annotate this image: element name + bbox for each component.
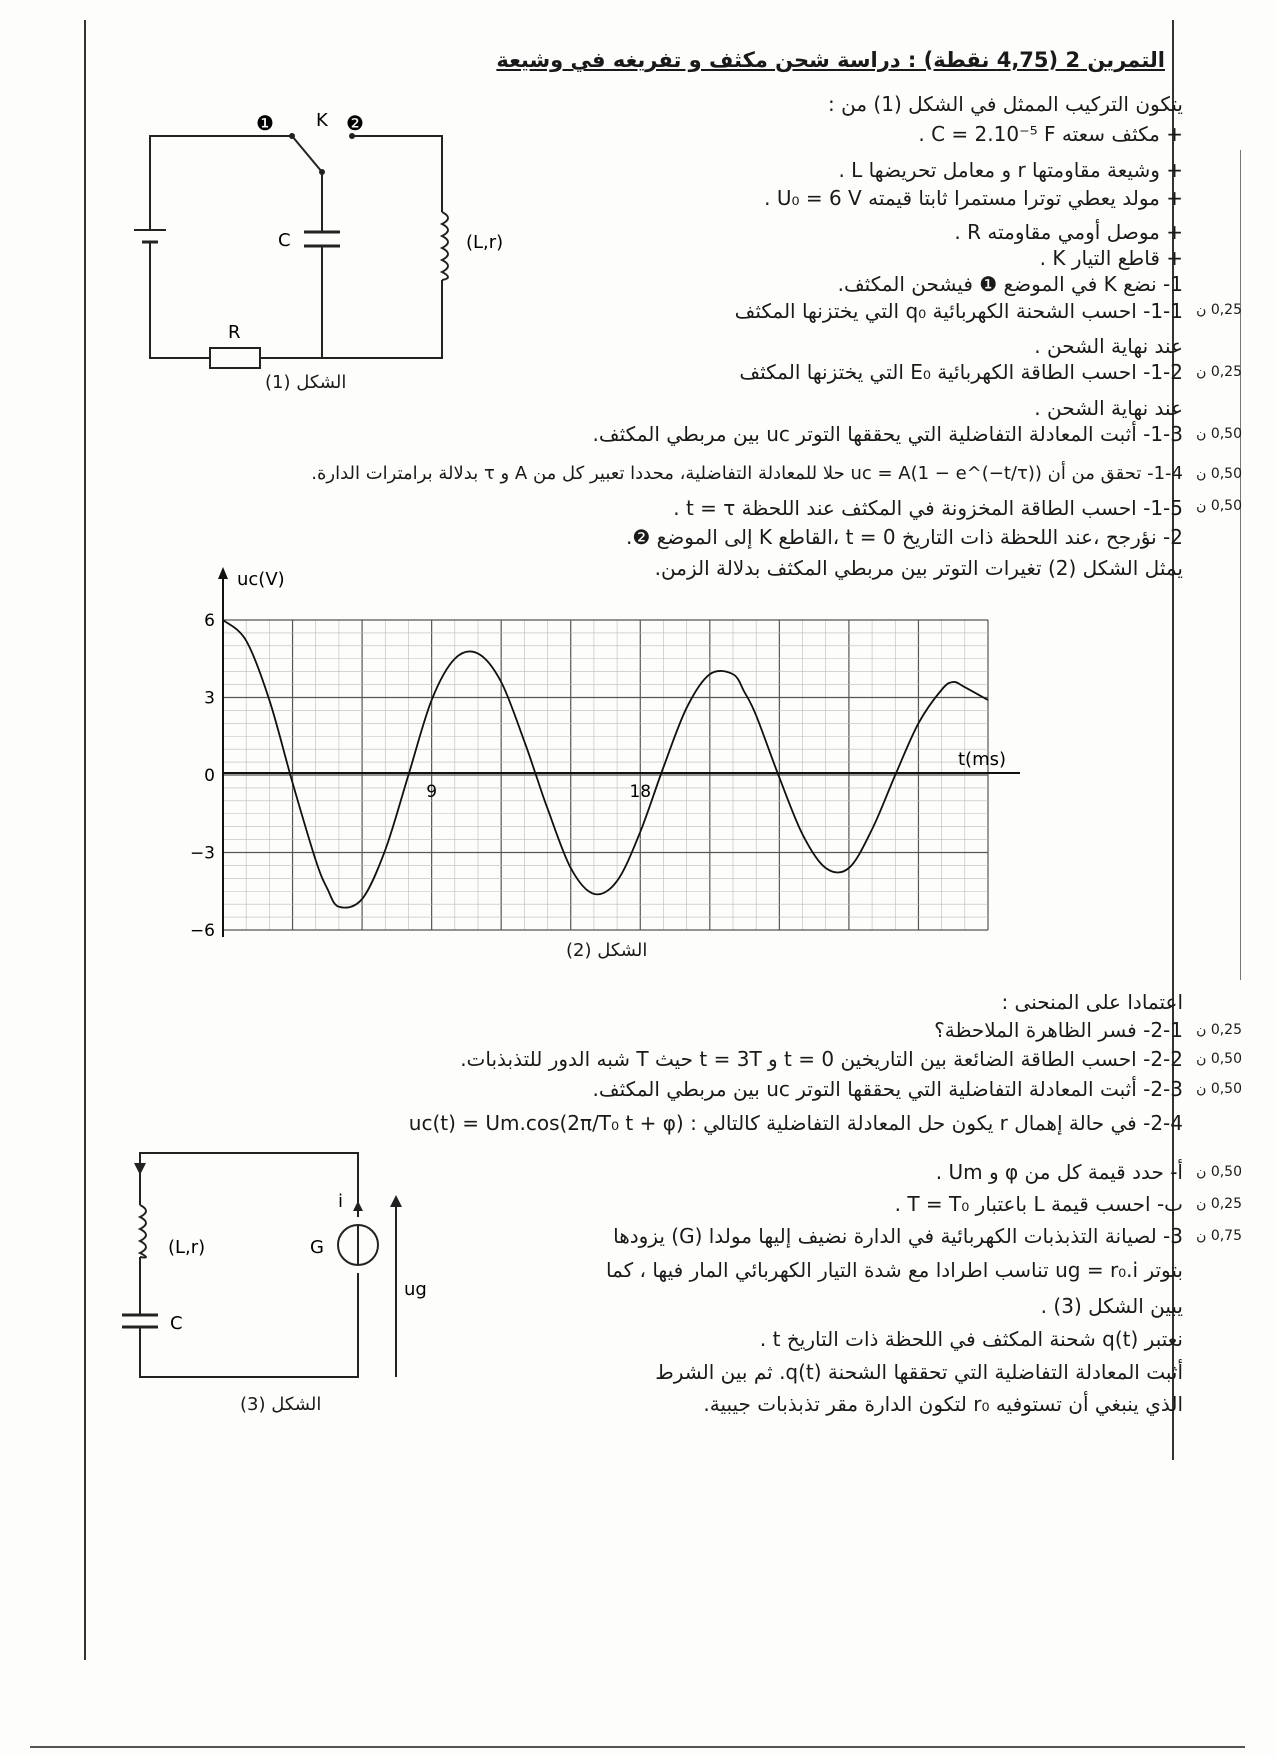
x-tick-label: 18 [629,782,652,802]
question-3-cont2: يبين الشكل (3) . [1040,1294,1183,1318]
figure1-circuit [120,100,540,400]
chart-ylabel: uc(V) [237,569,285,590]
figure3-gen-label: G [310,1237,324,1258]
figure2-chart [175,565,1045,950]
question-2-4: 2-4- في حالة إهمال r يكون حل المعادلة التفاضلية كالتالي : uc(t) = Um.cos(2π/T₀ t + φ) [408,1111,1183,1135]
question-1-4: 1-4- تحقق من أن uc = A(1 − e^(−t/τ)) حلا للمعادلة التفاضلية، محددا تعبير كل من A و τ بدلالة برامترات الدارة. [311,463,1183,484]
points-2-4-a: 0,50 ن [1196,1164,1242,1180]
question-2: 2- نؤرجح ،عند اللحظة ذات التاريخ t = 0 ،القاطع K إلى الموضع ❷. [626,525,1183,549]
figure1-res-label: R [228,322,241,343]
capacitor-item: + مكثف سعته C = 2.10⁻⁵ F . [918,122,1183,146]
figure1-caption: الشكل (1) [265,372,347,393]
question-1-5: 1-5- احسب الطاقة المخزونة في المكثف عند اللحظة t = τ . [673,496,1183,520]
question-2-3: 2-3- أثبت المعادلة التفاضلية التي يحققها التوتر uc بين مربطي المكثف. [592,1077,1183,1101]
question-2-4-a: أ- حدد قيمة كل من φ و Um . [935,1160,1183,1184]
question-1: 1- نضع K في الموضع ❶ فيشحن المكثف. [837,272,1183,296]
uc-curve [223,620,988,908]
figure1-pos2: ❷ [346,111,364,135]
exercise-title: التمرين 2 (4,75 نقطة) : دراسة شحن مكثف و تفريغه في وشيعة [496,48,1165,72]
points-column-line [1240,150,1241,980]
question-1-1: 1-1- احسب الشحنة الكهربائية q₀ التي يختزنها المكثف [734,299,1183,323]
y-tick-label: −6 [189,921,215,941]
figure1-cap-label: C [278,230,291,251]
figure3-circuit [110,1145,470,1395]
question-1-3: 1-3- أثبت المعادلة التفاضلية التي يحققها التوتر uc بين مربطي المكثف. [592,422,1183,446]
question-2-4-b: ب- احسب قيمة L باعتبار T = T₀ . [894,1192,1183,1216]
points-1-1: 0,25 ن [1196,302,1242,318]
figure2-intro: يمثل الشكل (2) تغيرات التوتر بين مربطي المكثف بدلالة الزمن. [654,556,1183,580]
points-1-4: 0,50 ن [1196,466,1242,482]
y-tick-label: −3 [189,843,215,864]
figure3-caption: الشكل (3) [240,1394,322,1415]
points-2-4-b: 0,25 ن [1196,1196,1242,1212]
coil-item: + وشيعة مقاومتها r و معامل تحريضها L . [838,158,1183,182]
points-1-3: 0,50 ن [1196,426,1242,442]
question-2-1: 2-1- فسر الظاهرة الملاحظة؟ [934,1018,1183,1042]
figure1-coil-label: (L,r) [466,232,504,253]
y-tick-label: 6 [204,611,215,631]
figure3-current-label: i [338,1191,344,1212]
figure3-coil-label: (L,r) [168,1237,206,1258]
question-3-cont5: الذي ينبغي أن تستوفيه r₀ لتكون الدارة مقر تذبذبات جيبية. [703,1392,1183,1416]
points-1-2: 0,25 ن [1196,364,1242,380]
intro-line: يتكون التركيب الممثل في الشكل (1) من : [828,92,1183,116]
y-tick-label: 3 [204,688,215,709]
y-tick-label: 0 [204,766,215,786]
x-tick-label: 9 [426,782,438,802]
figure1-switch-label: K [316,110,328,131]
question-2-2: 2-2- احسب الطاقة الضائعة بين التاريخين t = 0 و t = 3T حيث T شبه الدور للتذبذبات. [460,1047,1183,1071]
chart-xlabel: t(ms) [958,749,1007,770]
points-2-3: 0,50 ن [1196,1081,1242,1097]
points-2-2: 0,50 ن [1196,1051,1242,1067]
figure3-cap-label: C [170,1313,183,1334]
figure2-caption: الشكل (2) [566,940,648,961]
part2-intro: اعتمادا على المنحنى : [1001,990,1183,1014]
resistor-item: + موصل أومي مقاومته R . [954,220,1183,244]
generator-item: + مولد يعطي توترا مستمرا ثابتا قيمته U₀ = 6 V . [764,186,1183,210]
bottom-rule [30,1746,1245,1748]
question-3-cont4: أثبت المعادلة التفاضلية التي تحققها الشحنة q(t). ثم بين الشرط [655,1360,1183,1384]
question-1-2: 1-2- احسب الطاقة الكهربائية E₀ التي يختزنها المكثف [739,360,1183,384]
question-1-2-cont: عند نهاية الشحن . [1034,396,1183,420]
points-3: 0,75 ن [1196,1228,1242,1244]
question-3: 3- لصيانة التذبذبات الكهربائية في الدارة نضيف إليها مولدا (G) يزودها [613,1224,1183,1248]
question-3-cont1: بتوتر ug = r₀.i تناسب اطرادا مع شدة التيار الكهربائي المار فيها ، كما [605,1258,1183,1282]
left-margin-line [84,20,86,1660]
question-1-1-cont: عند نهاية الشحن . [1034,334,1183,358]
figure3-voltage-label: ug [404,1279,427,1300]
question-3-cont3: نعتبر q(t) شحنة المكثف في اللحظة ذات التاريخ t . [759,1327,1183,1351]
figure1-pos1: ❶ [256,111,274,135]
points-1-5: 0,50 ن [1196,498,1242,514]
points-2-1: 0,25 ن [1196,1022,1242,1038]
switch-item: + قاطع التيار K . [1039,246,1183,270]
